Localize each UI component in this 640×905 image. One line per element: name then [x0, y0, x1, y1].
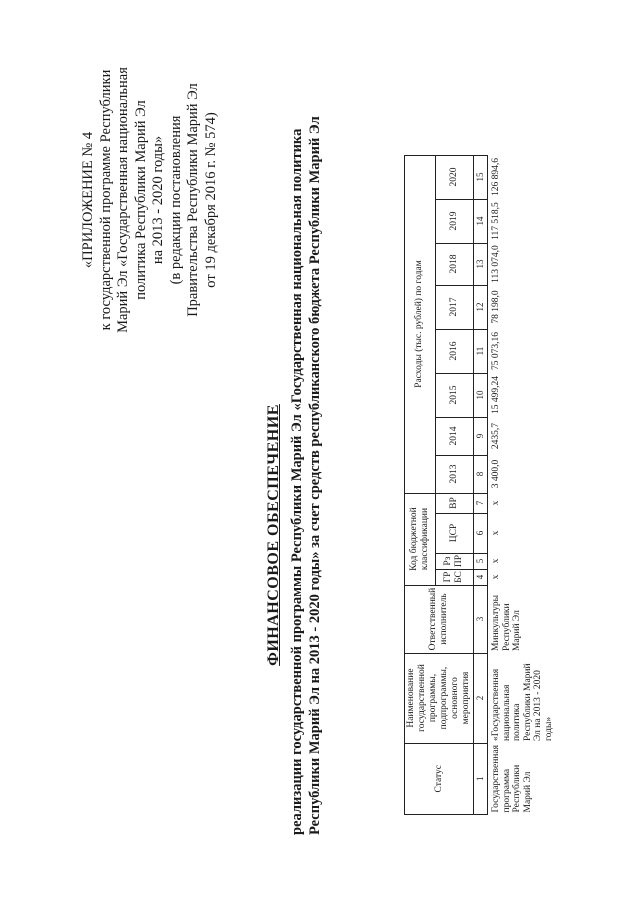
- column-number: 8: [474, 455, 488, 493]
- value-2019: 117 518,5: [491, 202, 501, 240]
- header-executor: Ответственный исполнитель: [405, 585, 474, 653]
- header-vr: ВР: [435, 493, 473, 513]
- appendix-line: на 2013 - 2020 годы»: [150, 135, 166, 265]
- table-row: [488, 155, 558, 814]
- value-2015: 15 499,24: [491, 376, 501, 415]
- header-year-2013: 2013: [435, 455, 473, 493]
- row-csr: х: [491, 530, 501, 536]
- value-2013: 3 400,0: [491, 459, 501, 489]
- column-number: 9: [474, 417, 488, 455]
- subtitle-line: реализации государственной программы Республики Марий Эл «Государственная национальная политика: [289, 128, 305, 835]
- column-number-row: [474, 155, 488, 814]
- document-title: ФИНАНСОВОЕ ОБЕСПЕЧЕНИЕ: [265, 404, 282, 666]
- header-year-2018: 2018: [435, 243, 473, 285]
- row-status: Государственная программа Республики Марий Эл: [491, 745, 533, 813]
- row-rzpr: х: [491, 558, 501, 564]
- column-number: 13: [474, 243, 488, 285]
- column-number: 6: [474, 513, 488, 553]
- appendix-line: Марий Эл «Государственная национальная: [115, 67, 131, 333]
- row-vr: х: [491, 500, 501, 506]
- column-number: 5: [474, 553, 488, 569]
- appendix-line: Правительства Республики Марий Эл: [185, 83, 201, 317]
- column-number: 1: [474, 743, 488, 814]
- subtitle-line: Республики Марий Эл на 2013 - 2020 годы» за счет средств республиканского бюджета Республики Марий Эл: [307, 116, 323, 835]
- column-number: 7: [474, 493, 488, 513]
- column-number: 3: [474, 585, 488, 653]
- appendix-header: [80, 50, 220, 350]
- financing-table: [404, 155, 557, 815]
- appendix-line: «ПРИЛОЖЕНИЕ № 4: [80, 131, 96, 269]
- appendix-line: политика Республики Марий Эл: [132, 100, 149, 300]
- header-rzpr: Рз ПР: [435, 553, 473, 569]
- header-year-2014: 2014: [435, 417, 473, 455]
- column-number: 12: [474, 285, 488, 329]
- header-name: Наименование государственной программы, подпрограммы, основного мероприятия: [405, 653, 474, 743]
- column-number: 15: [474, 155, 488, 199]
- header-csr: ЦСР: [435, 513, 473, 553]
- appendix-line: (в редакции постановления: [167, 115, 184, 285]
- value-2014: 2435,7: [491, 422, 501, 450]
- header-year-2016: 2016: [435, 329, 473, 373]
- column-number: 11: [474, 329, 488, 373]
- column-number: 10: [474, 373, 488, 417]
- header-year-2017: 2017: [435, 285, 473, 329]
- header-year-2015: 2015: [435, 373, 473, 417]
- value-2016: 75 073,16: [491, 332, 501, 371]
- value-2017: 78 198,0: [491, 290, 501, 324]
- header-expenses: Расходы (тыс. рублей) по годам: [405, 155, 436, 493]
- appendix-line: к государственной программе Республики: [97, 69, 114, 331]
- document-subtitle: [288, 116, 324, 835]
- header-budget-code: Код бюджетной классификации: [405, 493, 436, 585]
- column-number: 4: [474, 569, 488, 585]
- value-2018: 113 074,0: [491, 245, 501, 283]
- appendix-line: от 19 декабря 2016 г. № 574): [202, 112, 219, 288]
- row-executor: Минкультуры Республики Марий Эл: [491, 594, 522, 652]
- header-year-2019: 2019: [435, 199, 473, 243]
- header-year-2020: 2020: [435, 155, 473, 199]
- row-name: «Государственная национальная политика Республики Марий Эл на 2013 - 2020 годы»: [491, 663, 554, 742]
- column-number: 14: [474, 199, 488, 243]
- header-grbs: ГР БС: [435, 569, 473, 585]
- row-grbs: х: [491, 574, 501, 580]
- value-2020: 126 894,6: [491, 158, 501, 197]
- column-number: 2: [474, 653, 488, 743]
- header-status: Статус: [405, 743, 474, 814]
